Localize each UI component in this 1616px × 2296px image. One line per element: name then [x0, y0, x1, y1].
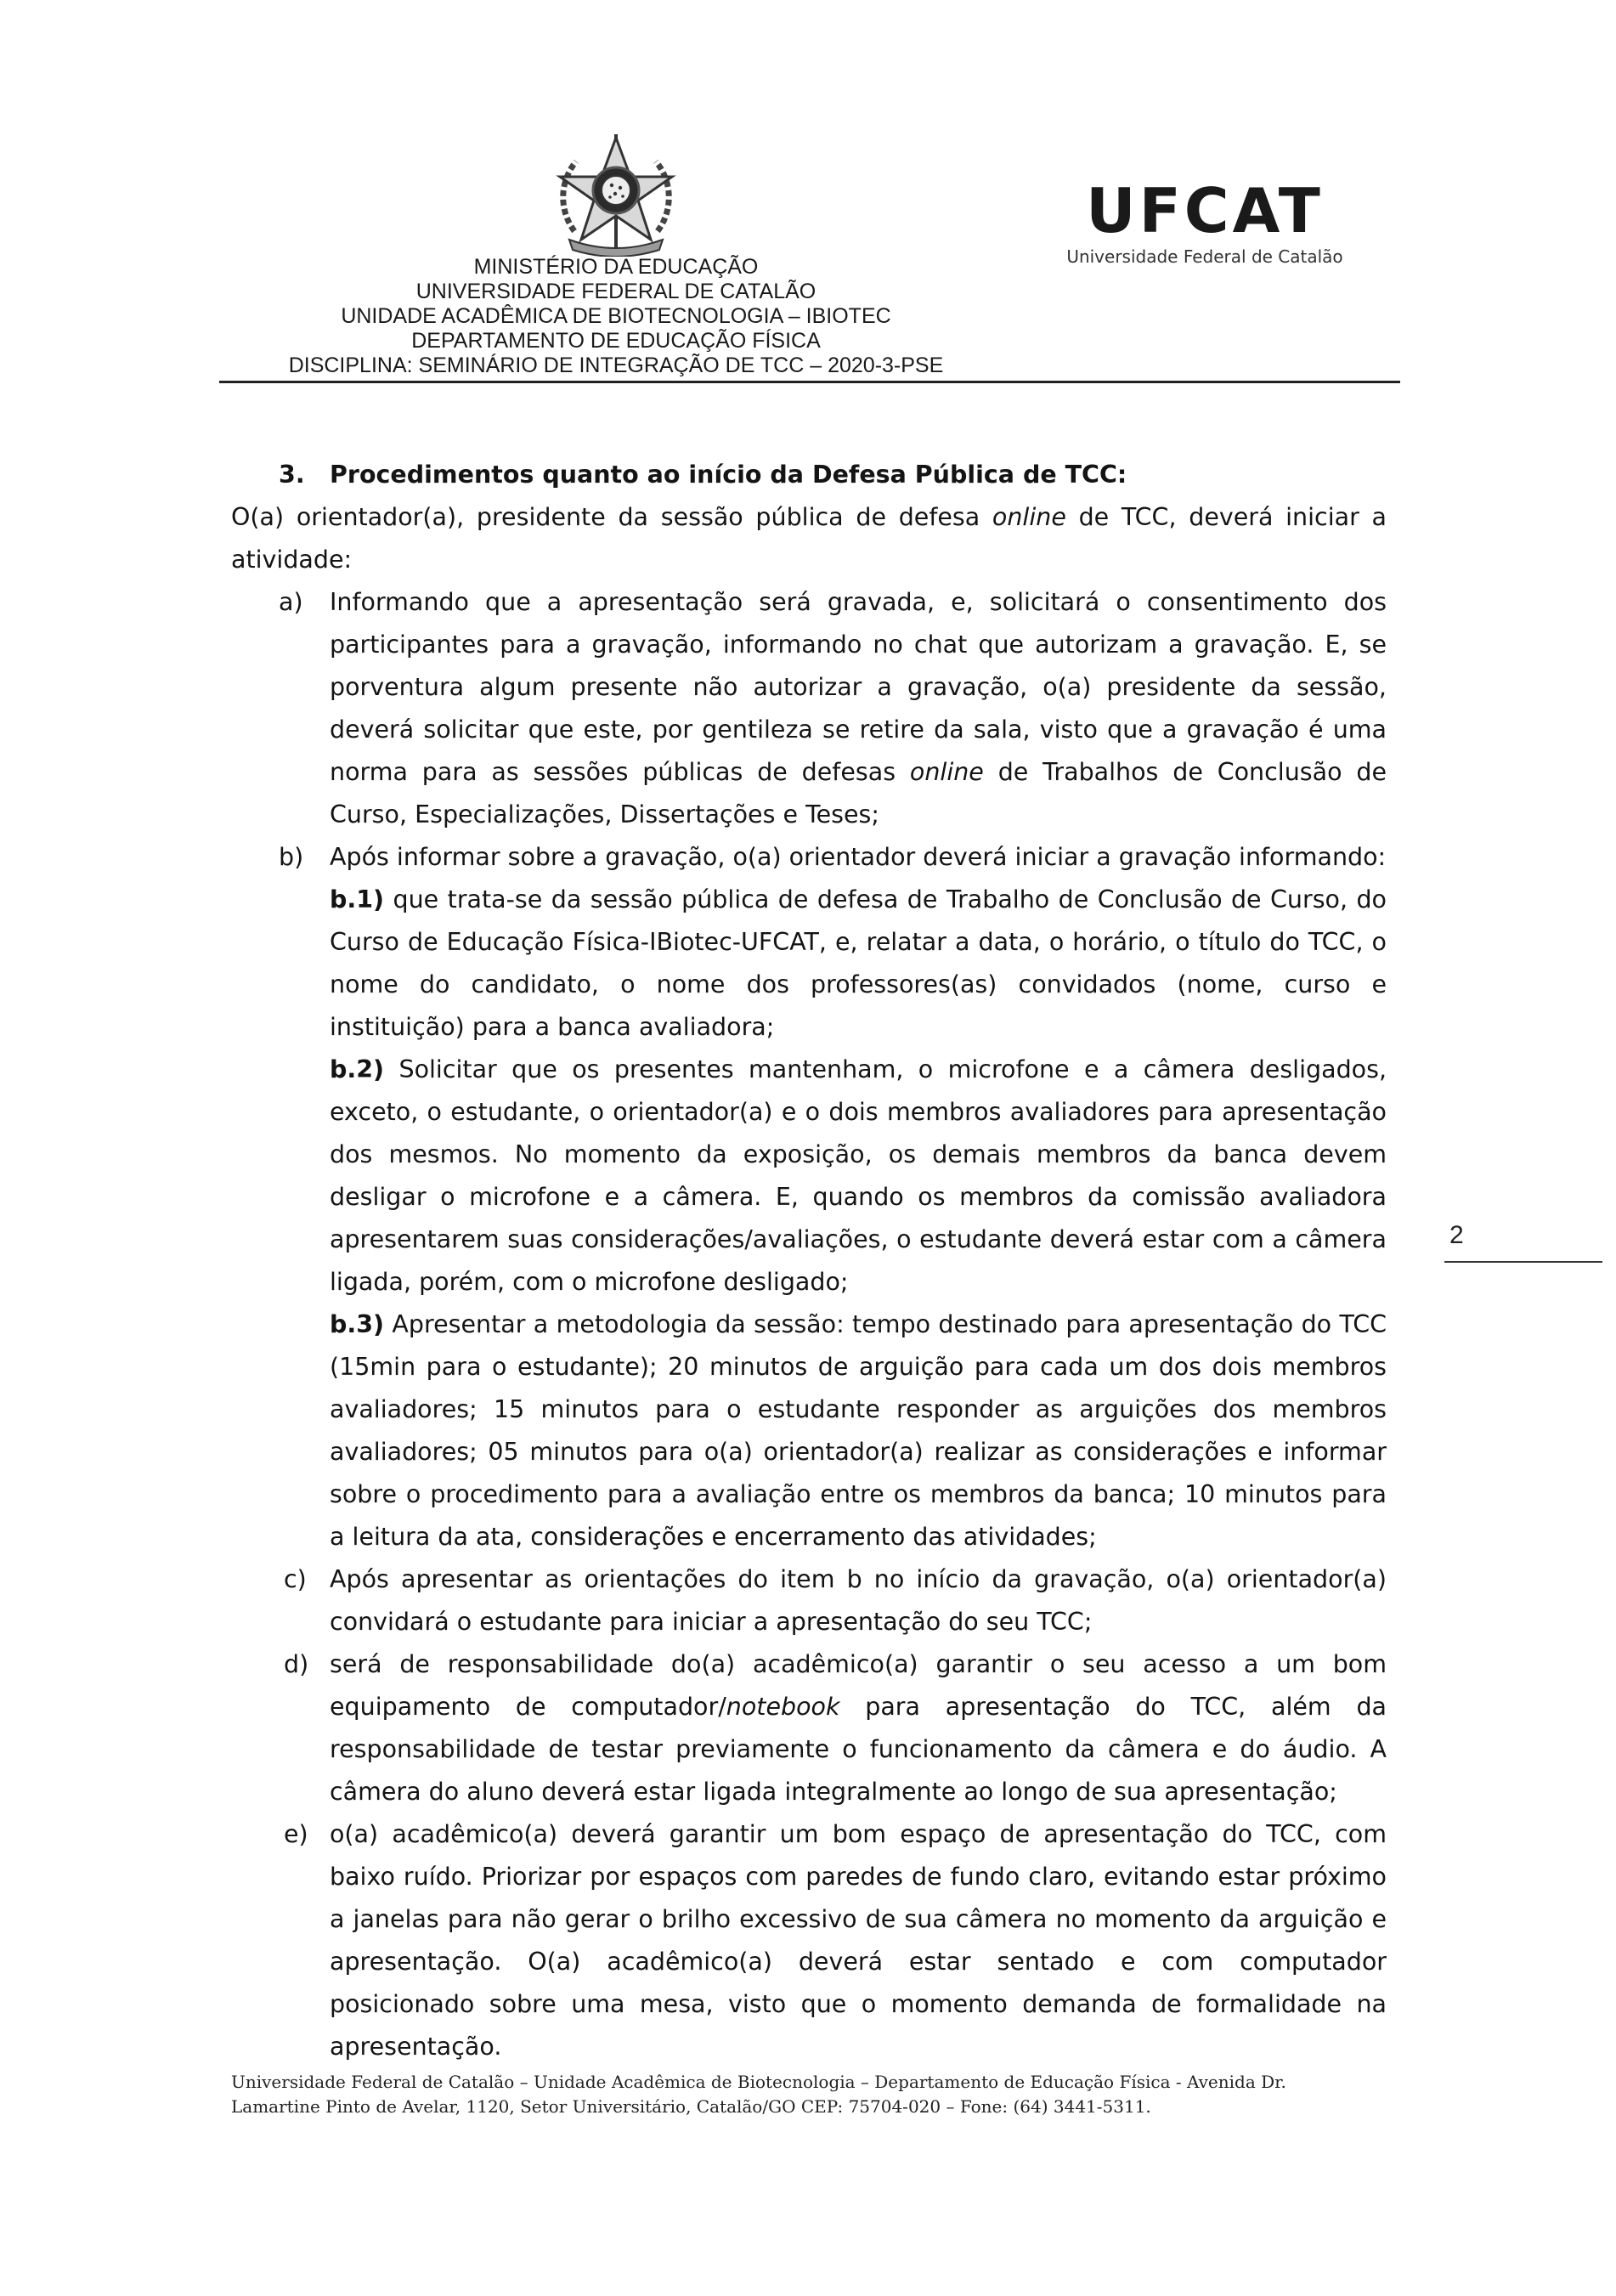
sub-item-b3 — [231, 1304, 1387, 1558]
section-intro-text: O(a) orientador(a), presidente da sessão pública de defesa — [231, 503, 992, 531]
header-divider — [219, 381, 1400, 383]
list-marker-a: a) — [279, 588, 303, 616]
list-item-a-text: Informando que a apresentação será gravada, e, solicitará o consentimento dos participantes para a gravação, informando no chat que autorizam a gravação. E, se porventura algum presente não autorizar a gravação, o(a) presidente da sessão, deverá solicitar que este, por gentileza se retire da sala, visto que a gravação é uma norma para as sessões públicas de defesas — [330, 588, 1387, 786]
list-marker-e: e) — [284, 1820, 308, 1848]
list-item-d — [231, 1643, 1387, 1813]
list-item-e — [231, 1813, 1387, 2068]
sub-item-b3-tag: b.3) — [330, 1310, 385, 1338]
list-item-a-text-end: de Trabalhos de Conclusão de Curso, Especializações, Dissertações e Teses; — [330, 758, 1387, 828]
header-line-discipline: DISCIPLINA: SEMINÁRIO DE INTEGRAÇÃO DE TCC – 2020-3-PSE — [288, 353, 944, 377]
section-number: 3. — [279, 461, 305, 489]
sub-item-b3-text: Apresentar a metodologia da sessão: tempo destinado para apresentação do TCC (15min para o estudante); 20 minutos de arguição para cada um dos dois membros avaliadores; 15 minutos para o estudante responder as arguições dos membros avaliadores; 05 minutos para o(a) orientador(a) realizar as considerações e informar sobre o procedimento para a avaliação entre os membros da banca; 10 minutos para a leitura da ata, considerações e encerramento das atividades; — [330, 1310, 1387, 1551]
list-item-e-text: o(a) acadêmico(a) deverá garantir um bom espaço de apresentação do TCC, com baixo ruído. Priorizar por espaços com paredes de fundo claro, evitando estar próximo a janelas para não gerar o brilho excessivo de sua câmera no momento da arguição e apresentação. O(a) acadêmico(a) deverá estar sentado e com computador posicionado sobre uma mesa, visto que o momento demanda de formalidade na apresentação. — [330, 1820, 1387, 2061]
sub-item-b1-tag: b.1) — [330, 885, 385, 913]
list-item-c — [231, 1558, 1387, 1643]
page-number: 2 — [1449, 1221, 1464, 1249]
sub-item-b2 — [231, 1049, 1387, 1304]
list-item-b-text: Após informar sobre a gravação, o(a) orientador deverá iniciar a gravação informando: — [330, 843, 1387, 871]
list-item-a — [231, 581, 1387, 836]
institution-header — [221, 255, 1011, 378]
list-marker-d: d) — [284, 1650, 309, 1678]
list-marker-b: b) — [279, 843, 304, 871]
header-line-department: DEPARTAMENTO DE EDUCAÇÃO FÍSICA — [411, 329, 821, 353]
sub-item-b1-text: que trata-se da sessão pública de defesa de Trabalho de Conclusão de Curso, do Curso de Educação Física-IBiotec-UFCAT, e, relatar a data, o horário, o título do TCC, o nome do candidato, o nome dos professores(as) convidados (nome, curso e instituição) para a banca avaliadora; — [330, 885, 1387, 1041]
footer-line-1: Universidade Federal de Catalão – Unidade Acadêmica de Biotecnologia – Departamento de Educação Física - Avenida Dr. — [231, 2072, 1286, 2092]
section-heading — [231, 454, 1387, 496]
list-item-d-text-end: para apresentação do TCC, além da responsabilidade de testar previamente o funcionamento da câmera e do áudio. A câmera do aluno deverá estar ligada integralmente ao longo de sua apresentação; — [330, 1693, 1387, 1806]
ufcat-logo-title: UFCAT — [1086, 175, 1324, 246]
header-line-university: UNIVERSIDADE FEDERAL DE CATALÃO — [415, 280, 816, 303]
header-line-unit: UNIDADE ACADÊMICA DE BIOTECNOLOGIA – IBIOTEC — [341, 304, 891, 328]
footer-line-2: Lamartine Pinto de Avelar, 1120, Setor Universitário, Catalão/GO CEP: 75704-020 – Fone: (64) 3441-5311. — [231, 2096, 1151, 2117]
list-item-a-emphasis: online — [909, 758, 984, 786]
page-number-divider — [1444, 1261, 1602, 1263]
section-intro — [231, 496, 1387, 581]
sub-item-b1 — [231, 879, 1387, 1049]
list-item-d-text: será de responsabilidade do(a) acadêmico(a) garantir o seu acesso a um bom equipamento de computador/ — [330, 1650, 1387, 1721]
sub-item-b2-tag: b.2) — [330, 1055, 385, 1083]
list-marker-c: c) — [284, 1565, 307, 1593]
list-item-b — [231, 836, 1387, 879]
section-title: Procedimentos quanto ao início da Defesa Pública de TCC: — [330, 461, 1127, 489]
document-body — [231, 454, 1387, 2068]
section-intro-emphasis: online — [992, 503, 1066, 531]
ufcat-logo-subtitle: Universidade Federal de Catalão — [1066, 246, 1343, 267]
sub-item-b2-text: Solicitar que os presentes mantenham, o microfone e a câmera desligados, exceto, o estudante, o orientador(a) e o dois membros avaliadores para apresentação dos mesmos. No momento da exposição, os demais membros da banca devem desligar o microfone e a câmera. E, quando os membros da comissão avaliadora apresentarem suas considerações/avaliações, o estudante deverá estar com a câmera ligada, porém, com o microfone desligado; — [330, 1055, 1387, 1296]
list-item-d-emphasis: notebook — [726, 1693, 840, 1721]
header-line-ministry: MINISTÉRIO DA EDUCAÇÃO — [473, 255, 759, 279]
list-item-c-text: Após apresentar as orientações do item b no início da gravação, o(a) orientador(a) convidará o estudante para iniciar a apresentação do seu TCC; — [330, 1565, 1387, 1636]
ufcat-logo — [1043, 175, 1366, 267]
page-footer — [231, 2070, 1387, 2119]
brazil-coat-of-arms-icon — [551, 129, 681, 257]
section-intro-text-end: de TCC, deverá iniciar a atividade: — [231, 503, 1387, 574]
